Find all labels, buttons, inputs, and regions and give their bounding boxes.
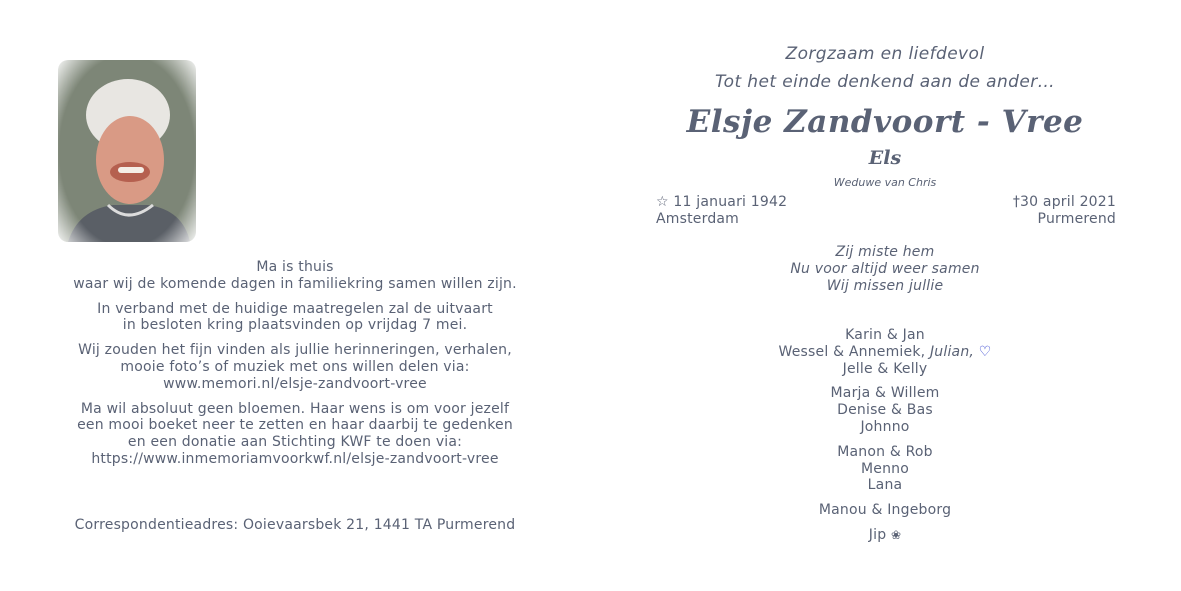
memori-link[interactable]: www.memori.nl/elsje-zandvoort-vree bbox=[163, 375, 427, 392]
motto-line: Zorgzaam en liefdevol bbox=[785, 44, 985, 64]
correspondence-address: Correspondentieadres: Ooievaarsbek 21, 1441 TA Purmerend bbox=[74, 517, 516, 533]
text-line: Wij zouden het fijn vinden als jullie herinneringen, verhalen, bbox=[78, 342, 512, 359]
motto-line: Tot het einde denkend aan de ander… bbox=[714, 72, 1056, 92]
family-group bbox=[640, 385, 1130, 435]
text-line: waar wij de komende dagen in familiekring samen willen zijn. bbox=[73, 275, 517, 292]
family-line: Johnno bbox=[860, 418, 910, 435]
paw-icon: ❀ bbox=[890, 527, 902, 542]
widow-note: Weduwe van Chris bbox=[833, 176, 937, 189]
text-line: en een donatie aan Stichting KWF te doen via: bbox=[127, 434, 463, 451]
notice-text bbox=[40, 259, 550, 476]
heart-outline-icon: ♡ bbox=[978, 343, 992, 360]
family-line: Menno bbox=[860, 460, 909, 477]
text-line: Ma wil absoluut geen bloemen. Haar wens is om voor jezelf bbox=[80, 400, 510, 417]
family-group bbox=[640, 444, 1130, 494]
text-line: Ma is thuis bbox=[256, 259, 334, 275]
text-line: In verband met de huidige maatregelen zal de uitvaart bbox=[97, 300, 493, 317]
nickname: Els bbox=[868, 147, 902, 169]
family-line: Jelle & Kelly bbox=[842, 360, 928, 377]
family-group bbox=[640, 527, 1130, 544]
text-line: mooie foto’s of muziek met ons willen delen via: bbox=[120, 358, 470, 375]
paragraph-home bbox=[40, 259, 550, 293]
text-line: in besloten kring plaatsvinden op vrijdag 7 mei. bbox=[122, 317, 468, 334]
family-line: Manou & Ingeborg bbox=[818, 502, 952, 519]
kwf-link[interactable]: https://www.inmemoriamvoorkwf.nl/elsje-zandvoort-vree bbox=[91, 450, 499, 467]
paragraph-memories bbox=[40, 342, 550, 392]
text-line: een mooi boeket neer te zetten en haar daarbij te gedenken bbox=[77, 417, 513, 434]
birth-place: Amsterdam bbox=[656, 210, 740, 227]
family-line: Manon & Rob bbox=[837, 443, 933, 460]
family-line: Lana bbox=[867, 477, 903, 494]
paragraph-funeral bbox=[40, 301, 550, 335]
family-group bbox=[640, 327, 1130, 377]
cross-icon: † bbox=[1012, 194, 1021, 210]
death-place: Purmerend bbox=[1037, 210, 1116, 227]
family-line: Denise & Bas bbox=[837, 402, 933, 419]
family-line: Karin & Jan bbox=[845, 327, 925, 343]
poem bbox=[640, 244, 1130, 294]
portrait-illustration bbox=[58, 60, 196, 242]
family-line bbox=[640, 527, 1130, 544]
family-list bbox=[640, 327, 1130, 552]
family-line bbox=[640, 344, 1130, 361]
poem-line: Nu voor altijd weer samen bbox=[790, 260, 980, 277]
pet-name: Jip bbox=[868, 526, 887, 543]
family-names: Wessel & Annemiek, bbox=[778, 343, 930, 360]
portrait-photo bbox=[58, 60, 196, 242]
death-date: 30 april 2021 bbox=[1020, 194, 1116, 210]
family-name-italic: Julian, bbox=[929, 343, 975, 360]
death-info bbox=[1013, 194, 1116, 227]
poem-line: Wij missen jullie bbox=[826, 277, 944, 294]
birth-info bbox=[656, 194, 787, 227]
deceased-name: Elsje Zandvoort - Vree bbox=[686, 104, 1084, 140]
family-line: Marja & Willem bbox=[830, 385, 940, 402]
poem-line: Zij miste hem bbox=[835, 244, 935, 260]
family-group bbox=[640, 502, 1130, 519]
paragraph-flowers bbox=[40, 401, 550, 468]
birth-date: 11 januari 1942 bbox=[673, 194, 788, 210]
star-icon: ☆ bbox=[656, 194, 669, 210]
